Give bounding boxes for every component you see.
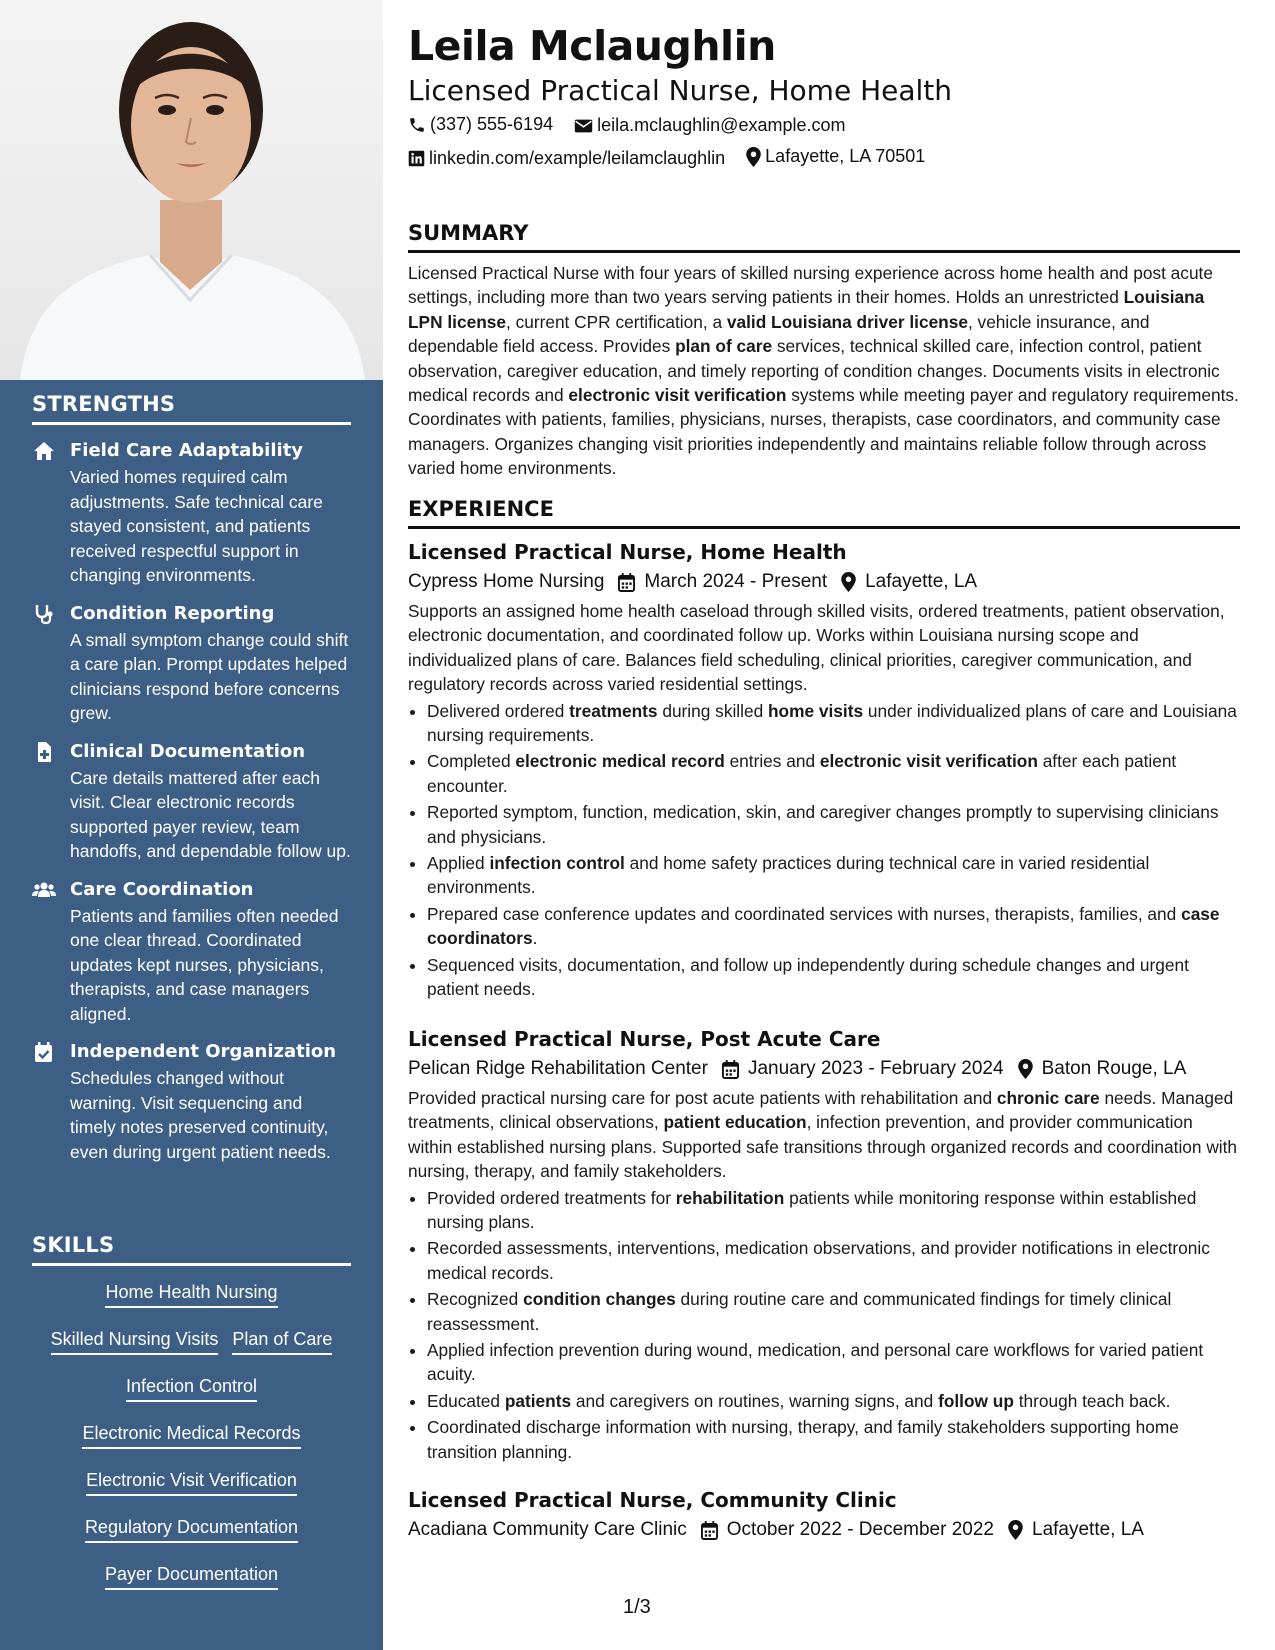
skills-list — [32, 1280, 351, 1590]
location-pin-icon — [746, 147, 761, 167]
strength-title: Condition Reporting — [70, 602, 275, 624]
location-pin-icon — [1018, 1059, 1033, 1079]
strength-title: Field Care Adaptability — [70, 440, 304, 461]
skill-tag: Regulatory Documentation — [85, 1515, 298, 1543]
profile-photo — [0, 0, 383, 380]
company-name: Pelican Ridge Rehabilitation Center — [408, 1058, 708, 1079]
bullet-item: • Reported symptom, function, medication, skin, and caregiver changes promptly to supervising clinicians and physicians. — [427, 800, 1240, 849]
calendar-icon — [618, 573, 635, 592]
job-meta — [408, 567, 1240, 597]
summary-heading: SUMMARY — [408, 221, 1240, 253]
bullet-item: • Recognized condition changes during routine care and communicated findings for timely clinical reassessment. — [427, 1287, 1240, 1336]
skill-tag: Electronic Visit Verification — [86, 1468, 297, 1496]
phone-icon — [408, 116, 426, 134]
job-title: Licensed Practical Nurse, Community Clinic — [408, 1488, 897, 1512]
strength-item — [32, 439, 351, 588]
location-pin-icon — [841, 572, 856, 592]
job-description: Provided practical nursing care for post acute patients with rehabilitation and chronic care needs. Managed treatments, clinical observations, patient education, infection prevention, and provider communication within established nursing plans. Supported safe transitions through organized records and coordination with nursing, therapy, and family stakeholders. — [408, 1088, 1238, 1182]
job-description: Supports an assigned home health caseload through skilled visits, ordered treatments, patient observation, electronic documentation, and coordinated follow up. Works within Louisiana nursing scope and individualized plans of care. Balances field scheduling, clinical priorities, caregiver communication, and regulatory records across varied residential settings. — [408, 601, 1225, 695]
sidebar — [0, 0, 383, 1650]
job-title: Licensed Practical Nurse, Post Acute Care — [408, 1027, 881, 1051]
job-bullets — [408, 1186, 1240, 1464]
bullet-item: • Completed electronic medical record entries and electronic visit verification after each patient encounter. — [427, 749, 1240, 798]
job-dates: January 2023 - February 2024 — [747, 1058, 1004, 1079]
bullet-item: • Recorded assessments, interventions, medication observations, and provider notifications in electronic medical records. — [427, 1236, 1240, 1285]
calendar-icon — [722, 1060, 739, 1079]
bullet-item: • Provided ordered treatments for rehabilitation patients while monitoring response within established nursing plans. — [427, 1186, 1240, 1235]
medical-file-icon — [32, 741, 56, 763]
strength-description: Varied homes required calm adjustments. Safe technical care stayed consistent, and patients received respectful support in changing environments. — [70, 467, 323, 585]
skill-tag: Electronic Medical Records — [82, 1421, 300, 1449]
strength-item — [32, 740, 351, 864]
job-location: Lafayette, LA — [865, 571, 978, 592]
company-name: Acadiana Community Care Clinic — [408, 1519, 687, 1540]
job-title: Licensed Practical Nurse, Home Health — [408, 540, 847, 564]
summary-text: Licensed Practical Nurse with four years of skilled nursing experience across home health and post acute settings, including more than two years serving patients in their homes. Holds an unrestricted Louisiana LPN license, current CPR certification, a valid Louisiana driver license, vehicle insurance, and dependable field access. Provides plan of care services, technical skilled care, infection control, patient observation, caregiver education, and timely reporting of condition changes. Documents visits in electronic medical records and electronic visit verification systems while meeting payer and regulatory requirements. Coordinates with patients, families, physicians, nurses, therapists, case coordinators, and community case managers. Organizes changing visit priorities independently and maintains reliable follow through across varied home environments. — [408, 263, 1239, 479]
envelope-icon — [574, 118, 593, 134]
skill-tag: Skilled Nursing Visits — [51, 1327, 219, 1355]
bullet-item: • Coordinated discharge information with nursing, therapy, and family stakeholders supporting home transition planning. — [427, 1415, 1240, 1464]
home-icon — [32, 440, 56, 462]
strength-item — [32, 878, 351, 1027]
calendar-check-icon — [32, 1041, 56, 1063]
strength-title: Care Coordination — [70, 878, 254, 900]
job-entry — [408, 1024, 1240, 1466]
page-number: 1/3 — [623, 1596, 651, 1618]
strength-title: Clinical Documentation — [70, 740, 306, 762]
strength-title: Independent Organization — [70, 1041, 337, 1062]
linkedin-link[interactable]: linkedin.com/example/leilamclaughlin — [429, 147, 726, 168]
strength-description: A small symptom change could shift a care plan. Prompt updates helped clinicians respond before concerns grew. — [70, 629, 349, 723]
job-meta — [408, 1054, 1240, 1084]
skill-tag: Plan of Care — [232, 1327, 332, 1355]
job-entry — [408, 537, 1240, 1004]
bullet-item: • Educated patients and caregivers on routines, warning signs, and follow up through teach back. — [427, 1389, 1240, 1413]
email-link[interactable]: leila.mclaughlin@example.com — [597, 115, 846, 135]
bullet-item: • Applied infection control and home safety practices during technical care in varied residential environments. — [427, 851, 1240, 900]
candidate-name: Leila Mclaughlin — [408, 22, 776, 70]
contact-row — [408, 114, 862, 139]
candidate-headline: Licensed Practical Nurse, Home Health — [408, 74, 953, 107]
job-meta — [408, 1515, 1240, 1545]
strength-item — [32, 1040, 351, 1164]
users-icon — [32, 879, 56, 901]
strengths-heading: STRENGTHS — [32, 392, 351, 425]
bullet-item: • Applied infection prevention during wound, medication, and personal care workflows for varied patient acuity. — [427, 1338, 1240, 1387]
contact-row — [408, 146, 941, 172]
calendar-icon — [701, 1521, 718, 1540]
job-bullets — [408, 699, 1240, 1002]
job-entry — [408, 1485, 1240, 1547]
strength-description: Schedules changed without warning. Visit sequencing and timely notes preserved continuity, even during urgent patient needs. — [70, 1068, 331, 1162]
skill-tag: Home Health Nursing — [105, 1280, 277, 1308]
experience-heading: EXPERIENCE — [408, 497, 1240, 529]
strength-description: Patients and families often needed one clear thread. Coordinated updates kept nurses, physicians, therapists, and case managers aligned. — [70, 905, 339, 1024]
job-location: Lafayette, LA — [1032, 1519, 1144, 1540]
strength-item — [32, 602, 351, 726]
stethoscope-icon — [32, 603, 56, 625]
bullet-item: • Prepared case conference updates and coordinated services with nurses, therapists, families, and case coordinators. — [427, 902, 1240, 951]
phone-link[interactable]: (337) 555-6194 — [430, 114, 554, 134]
skill-tag: Payer Documentation — [105, 1562, 278, 1590]
skill-tag: Infection Control — [126, 1374, 257, 1402]
location-text: Lafayette, LA 70501 — [765, 146, 926, 166]
skills-heading: SKILLS — [32, 1233, 351, 1266]
bullet-item: • Delivered ordered treatments during skilled home visits under individualized plans of care and Louisiana nursing requirements. — [427, 699, 1240, 748]
location-pin-icon — [1008, 1520, 1023, 1540]
job-location: Baton Rouge, LA — [1041, 1058, 1187, 1079]
skills-section — [32, 1233, 351, 1609]
job-dates: October 2022 - December 2022 — [726, 1519, 994, 1540]
strengths-section — [32, 392, 351, 1164]
linkedin-icon — [408, 150, 425, 167]
bullet-item: • Sequenced visits, documentation, and follow up independently during schedule changes and urgent patient needs. — [427, 953, 1240, 1002]
company-name: Cypress Home Nursing — [408, 571, 605, 592]
job-dates: March 2024 - Present — [644, 571, 828, 592]
strength-description: Care details mattered after each visit. Clear electronic records supported payer review, team handoffs, and dependable follow up. — [70, 767, 351, 861]
